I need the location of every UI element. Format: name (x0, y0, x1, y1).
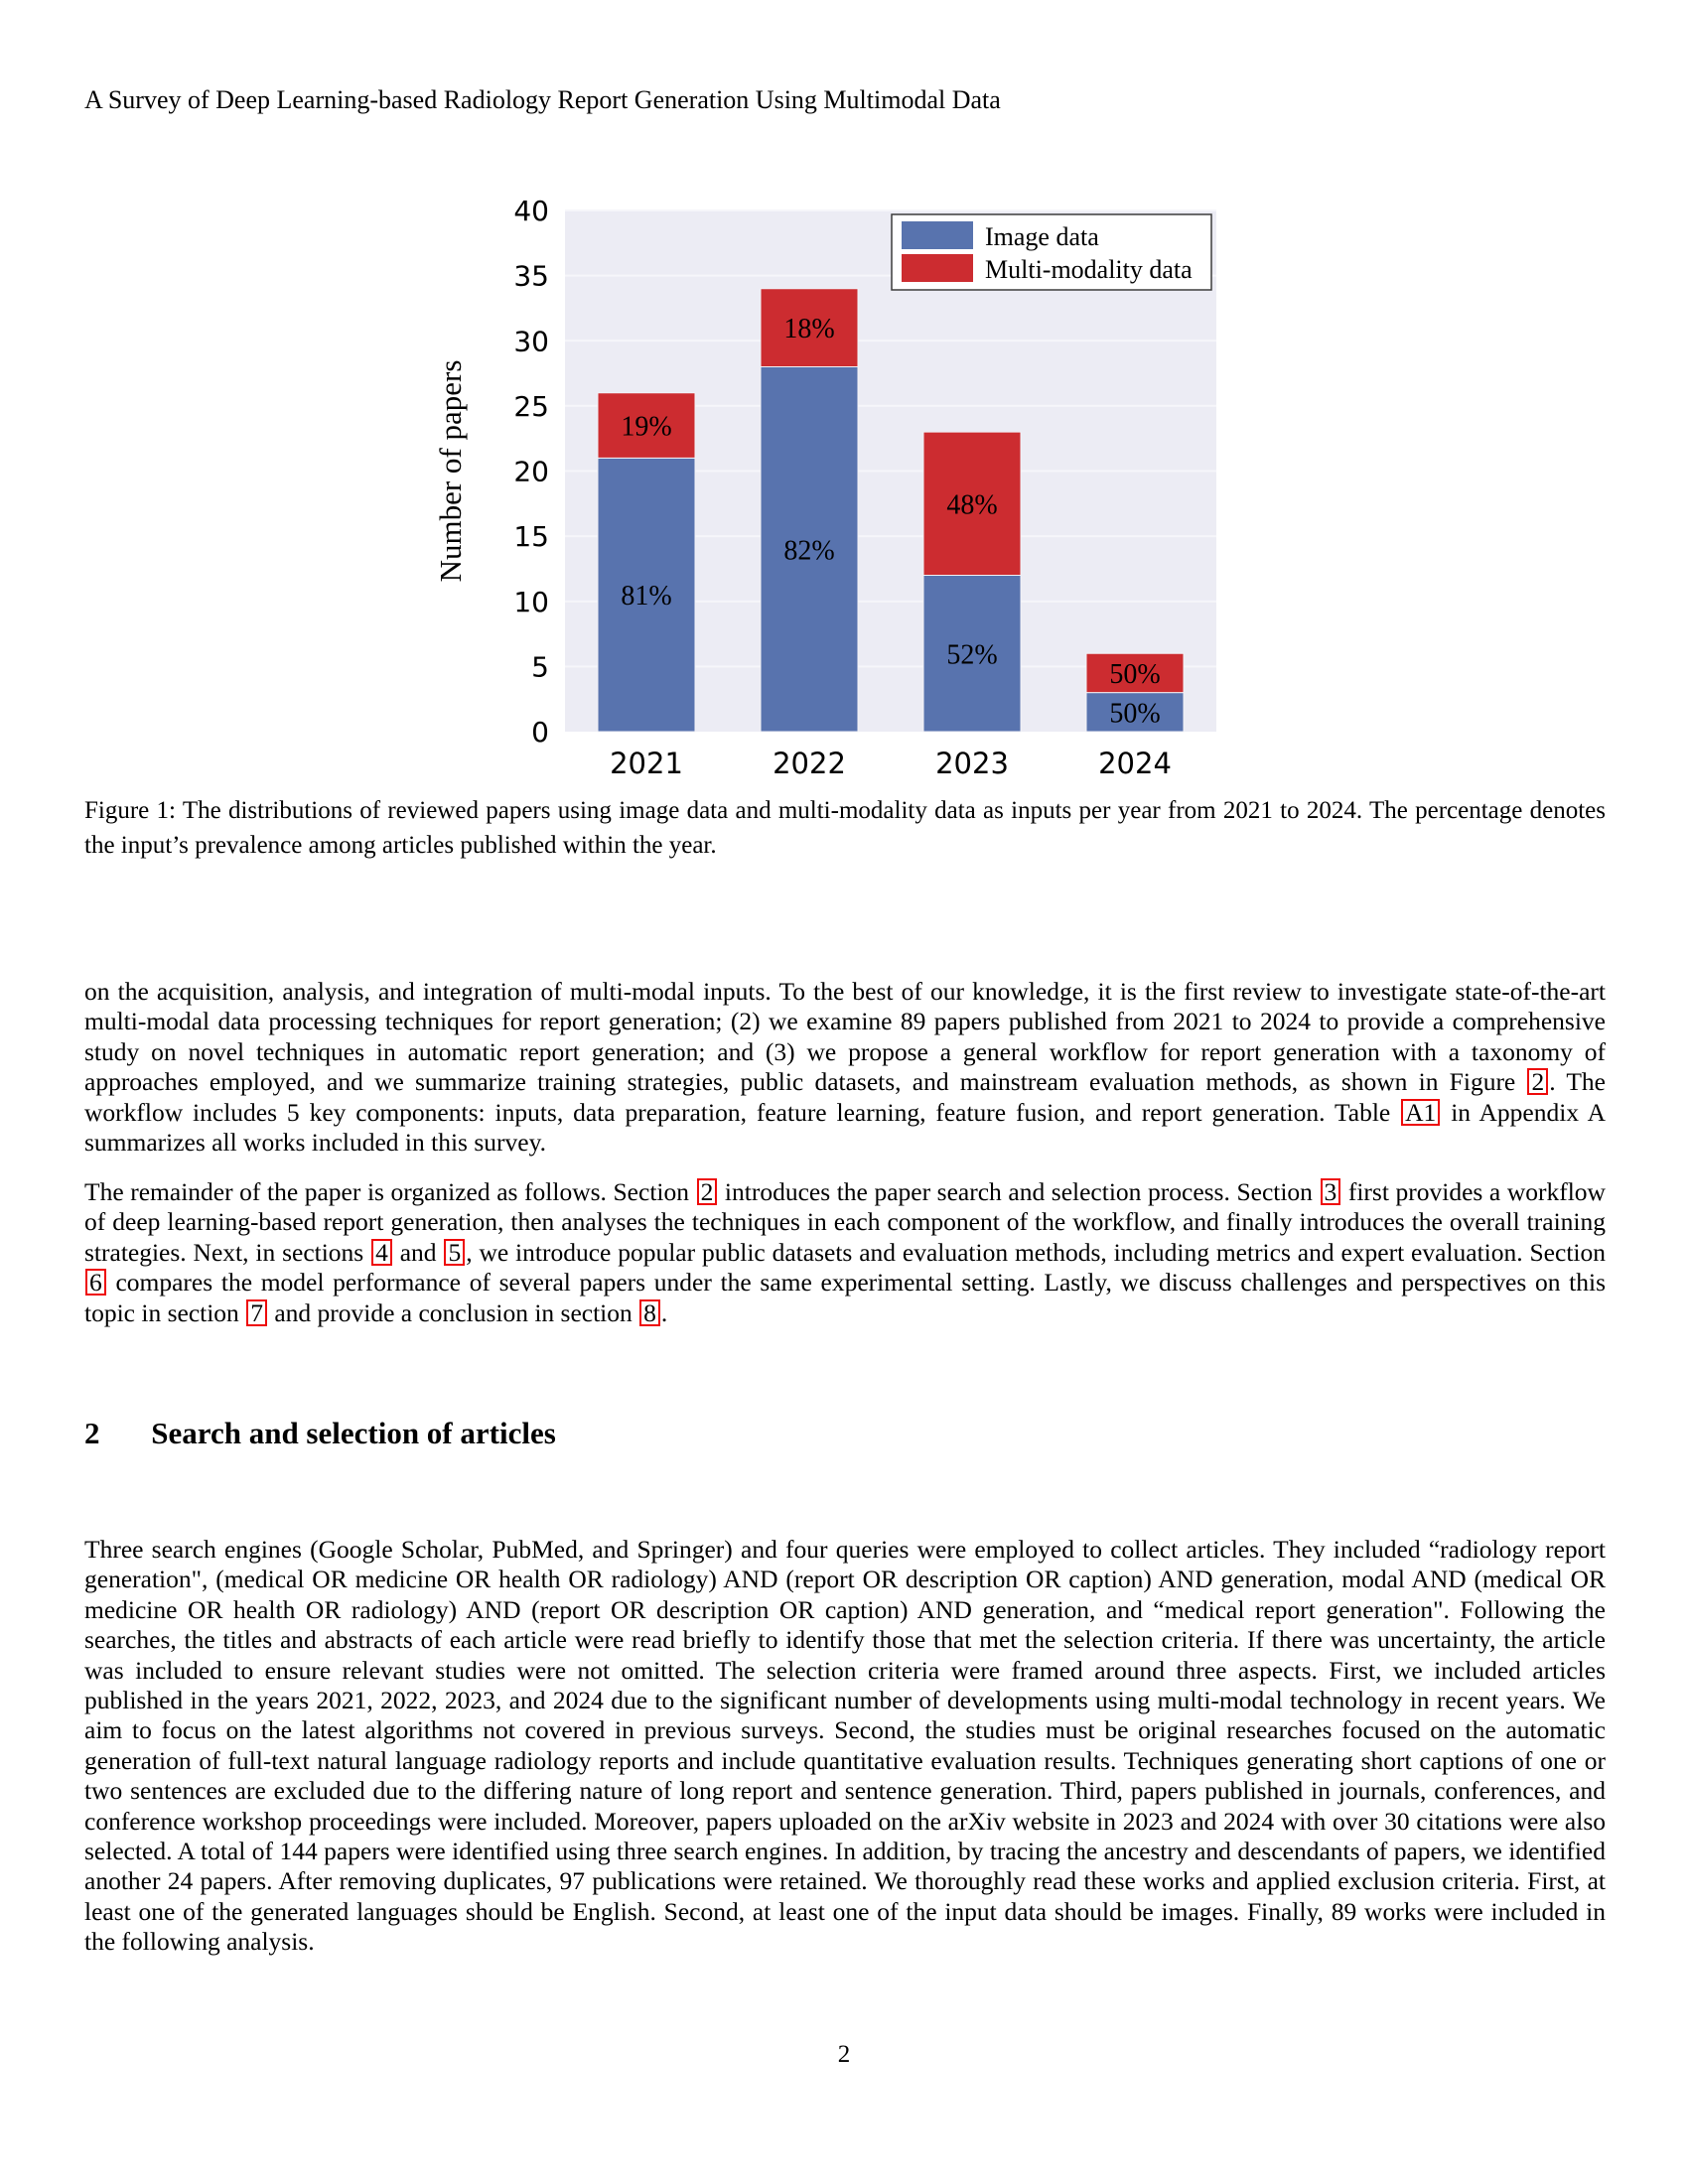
reference-link-6[interactable]: 6 (85, 1269, 106, 1296)
y-tick-label: 25 (513, 389, 549, 423)
reference-link-8[interactable]: 8 (639, 1299, 660, 1326)
reference-link-A1[interactable]: A1 (1401, 1099, 1440, 1126)
body-paragraph-1: on the acquisition, analysis, and integration of multi-modal inputs. To the best of our knowledge, it is the first review to investigate state-of-the-art multi-modal data processing techniques for report generation; (2) we examine 89 papers published from 2021 to 2024 to provide a comprehensive study on novel techniques in automatic report generation; and (3) we propose a general workflow for report generation with a taxonomy of approaches employed, and we summarize training strategies, public datasets, and mainstream evaluation methods, as shown in Figure 2 . The workflow includes 5 key components: inputs, data preparation, feature learning, feature fusion, and report generation. Table A1 in Appendix A summarizes all works included in this survey. (84, 977, 1606, 1158)
y-tick-label: 35 (513, 259, 549, 293)
y-tick-label: 5 (531, 650, 549, 684)
y-tick-label: 0 (531, 716, 549, 749)
figure-1-caption: Figure 1: The distributions of reviewed papers using image data and multi-modality data as inputs per year from 2021 to 2024. The percentage denotes the input’s prevalence among articles published within the year. (84, 797, 1606, 859)
x-tick-label: 2021 (610, 747, 683, 780)
reference-link-4[interactable]: 4 (371, 1239, 392, 1266)
section-number: 2 (84, 1416, 100, 1450)
legend-label: Image data (985, 222, 1099, 251)
reference-link-3[interactable]: 3 (1321, 1178, 1341, 1205)
bar-percent-label: 50% (1109, 698, 1161, 730)
y-tick-label: 10 (513, 585, 549, 618)
bar-percent-label: 18% (783, 314, 835, 345)
bar-percent-label: 48% (946, 489, 998, 521)
page-number: 2 (837, 2041, 851, 2068)
bar-percent-label: 50% (1109, 658, 1161, 690)
reference-link-7[interactable]: 7 (246, 1299, 267, 1326)
y-tick-label: 40 (513, 195, 549, 227)
legend-label: Multi-modality data (985, 255, 1193, 284)
bar-percent-label: 81% (621, 581, 672, 613)
figure-1-chart (427, 145, 1243, 788)
y-axis-label: Number of papers (433, 359, 468, 583)
stacked-bar-chart (427, 145, 1243, 788)
y-tick-label: 30 (513, 325, 549, 358)
reference-link-2[interactable]: 2 (1527, 1068, 1548, 1095)
section-heading (84, 1416, 1606, 1451)
y-tick-label: 20 (513, 455, 549, 488)
running-header-title: A Survey of Deep Learning-based Radiology Report Generation Using Multimodal Data (84, 85, 1001, 114)
bar-percent-label: 19% (621, 411, 672, 443)
body-paragraph-3: Three search engines (Google Scholar, PubMed, and Springer) and four queries were employed to collect articles. They included “radiology report generation", (medical OR medicine OR health OR radiology) AND (report OR description OR caption) AND generation, modal AND (medical OR medicine OR health OR radiology) AND (report OR description OR caption) AND generation, and “medical report generation". Following the searches, the titles and abstracts of each article were read briefly to identify those that met the selection criteria. If there was uncertainty, the article was included to ensure relevant studies were not omitted. The selection criteria were framed around three aspects. First, we included articles published in the years 2021, 2022, 2023, and 2024 due to the significant number of developments using multi-modal technology in recent years. We aim to focus on the latest algorithms not covered in previous surveys. Second, the studies must be original researches focused on the automatic generation of full-text natural language radiology reports and include quantitative evaluation results. Techniques generating short captions of one or two sentences are excluded due to the differing nature of long report and sentence generation. Third, papers published in journals, conferences, and conference workshop proceedings were included. Moreover, papers uploaded on the arXiv website in 2023 and 2024 with over 30 citations were also selected. A total of 144 papers were identified using three search engines. In addition, by tracing the ancestry and descendants of papers, we identified another 24 papers. After removing duplicates, 97 publications were retained. We thoroughly read these works and applied exclusion criteria. First, at least one of the generated languages should be English. Second, at least one of the input data should be images. Finally, 89 works were included in the following analysis. (84, 1535, 1606, 1957)
reference-link-5[interactable]: 5 (444, 1239, 465, 1266)
x-tick-label: 2024 (1098, 747, 1172, 780)
legend-swatch-image-data (902, 221, 973, 249)
bar-percent-label: 82% (783, 535, 835, 567)
x-tick-label: 2022 (773, 747, 846, 780)
section-title: Search and selection of articles (151, 1416, 556, 1450)
reference-link-2[interactable]: 2 (697, 1178, 718, 1205)
legend-swatch-multi-modality-data (902, 254, 973, 282)
bar-percent-label: 52% (946, 639, 998, 671)
body-paragraph-2: The remainder of the paper is organized as follows. Section 2 introduces the paper search and selection process. Section 3 first provides a workflow of deep learning-based report generation, then analyses the techniques in each component of the workflow, and finally introduces the overall training strategies. Next, in sections 4 and 5 , we introduce popular public datasets and evaluation methods, including metrics and expert evaluation. Section 6 compares the model performance of several papers under the same experimental setting. Lastly, we discuss challenges and perspectives on this topic in section 7 and provide a conclusion in section 8 . (84, 1177, 1606, 1327)
y-tick-label: 15 (513, 520, 549, 554)
x-tick-label: 2023 (935, 747, 1009, 780)
